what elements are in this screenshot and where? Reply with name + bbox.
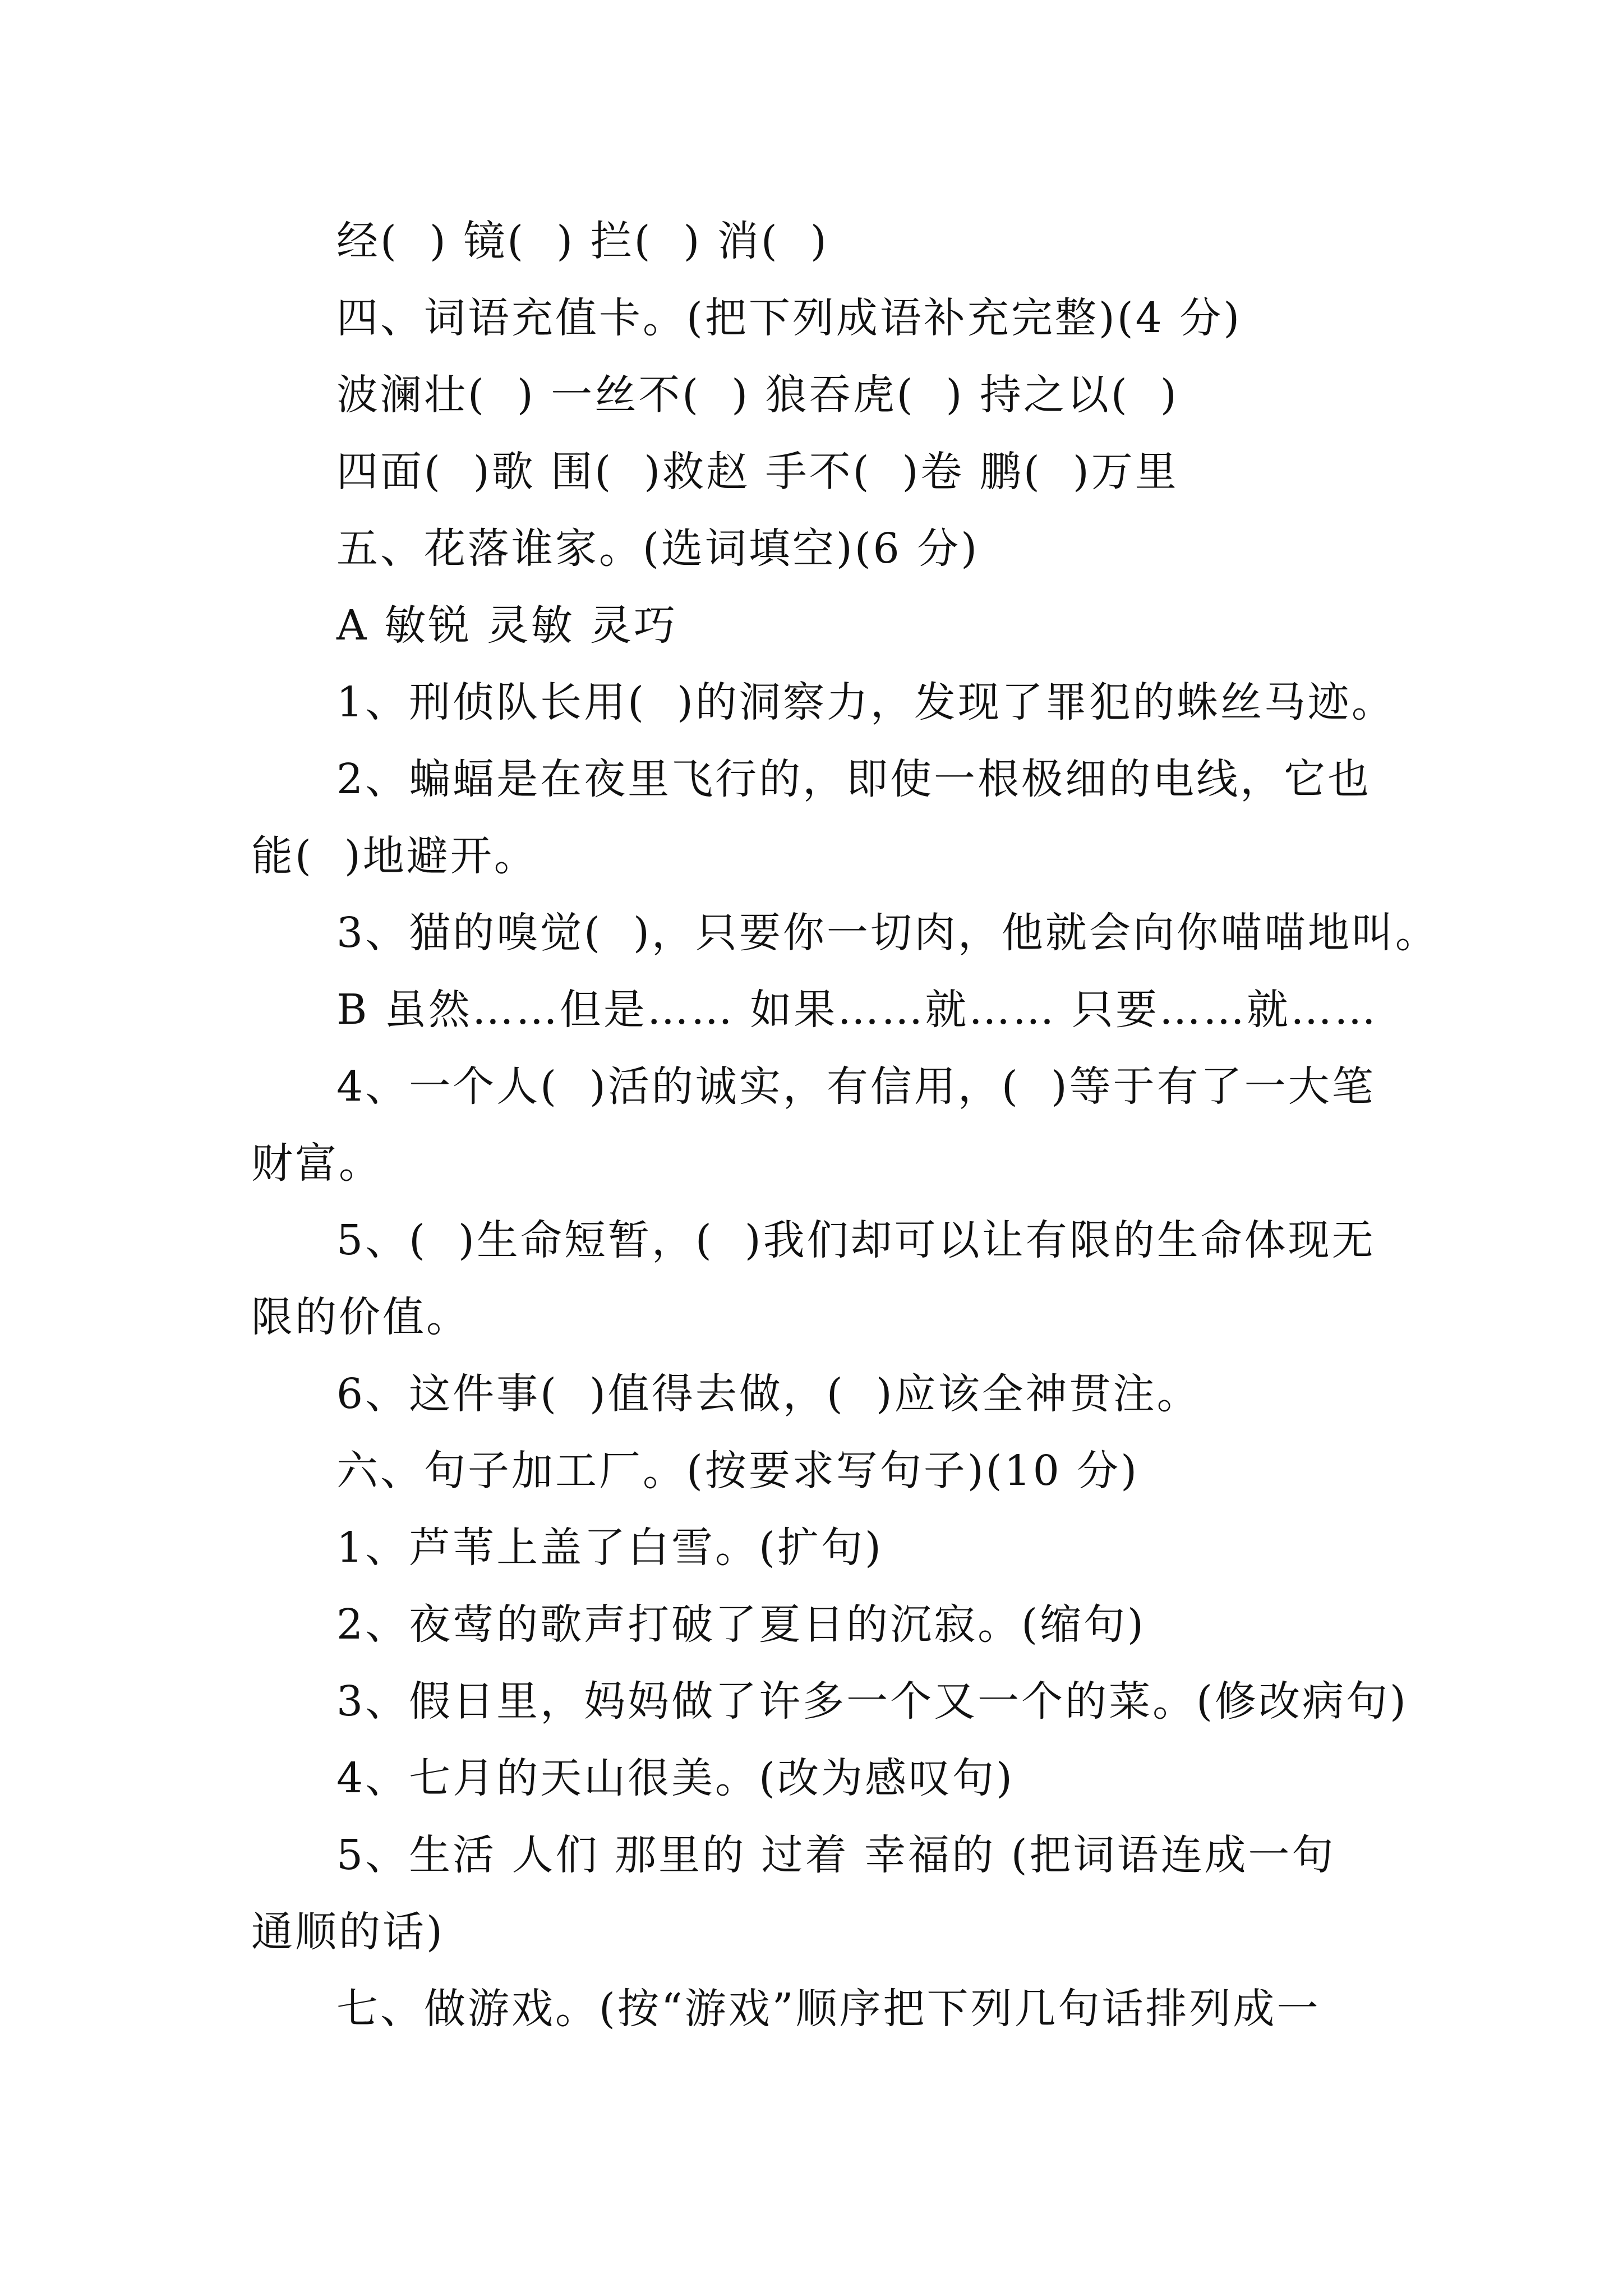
text-line: 波澜壮( ) 一丝不( ) 狼吞虎( ) 持之以( ): [336, 371, 1179, 419]
text-line: 六、句子加工厂。(按要求写句子)(10 分): [336, 1447, 1140, 1495]
text-line: 五、花落谁家。(选词填空)(6 分): [336, 524, 980, 573]
text-line: A 敏锐 灵敏 灵巧: [336, 601, 678, 650]
text-line: 1、芦苇上盖了白雪。(扩句): [336, 1524, 883, 1572]
text-line: 四、词语充值卡。(把下列成语补充完整)(4 分): [336, 294, 1242, 342]
text-line: 1、刑侦队长用( )的洞察力，发现了罪犯的蛛丝马迹。: [336, 678, 1395, 726]
text-line: 通顺的话): [251, 1908, 445, 1956]
text-line: 4、七月的天山很美。(改为感叹句): [336, 1754, 1015, 1802]
text-line: 5、( )生命短暂，( )我们却可以让有限的生命体现无: [336, 1216, 1376, 1264]
text-line: 七、做游戏。(按“游戏”顺序把下列几句话排列成一: [336, 1985, 1321, 2033]
text-line: 限的价值。: [251, 1293, 470, 1341]
text-line: 2、夜莺的歌声打破了夏日的沉寂。(缩句): [336, 1600, 1146, 1649]
text-line: 四面( )歌 围( )救赵 手不( )卷 鹏( )万里: [336, 448, 1179, 496]
text-line: 2、蝙蝠是在夜里飞行的，即使一根极细的电线，它也: [336, 755, 1372, 803]
text-line: 财富。: [251, 1139, 382, 1188]
text-line: B 虽然……但是…… 如果……就…… 只要……就……: [336, 986, 1378, 1034]
text-line: 能( )地避开。: [251, 832, 538, 880]
text-line: 4、一个人( )活的诚实，有信用，( )等于有了一大笔: [336, 1062, 1376, 1111]
text-line: 经( ) 镜( ) 拦( ) 消( ): [336, 217, 829, 265]
text-line: 5、生活 人们 那里的 过着 幸福的 (把词语连成一句: [336, 1831, 1336, 1879]
text-line: 3、猫的嗅觉( )，只要你一切肉，他就会向你喵喵地叫。: [336, 909, 1439, 957]
text-line: 6、这件事( )值得去做，( )应该全神贯注。: [336, 1370, 1201, 1418]
text-line: 3、假日里，妈妈做了许多一个又一个的菜。(修改病句): [336, 1677, 1408, 1726]
